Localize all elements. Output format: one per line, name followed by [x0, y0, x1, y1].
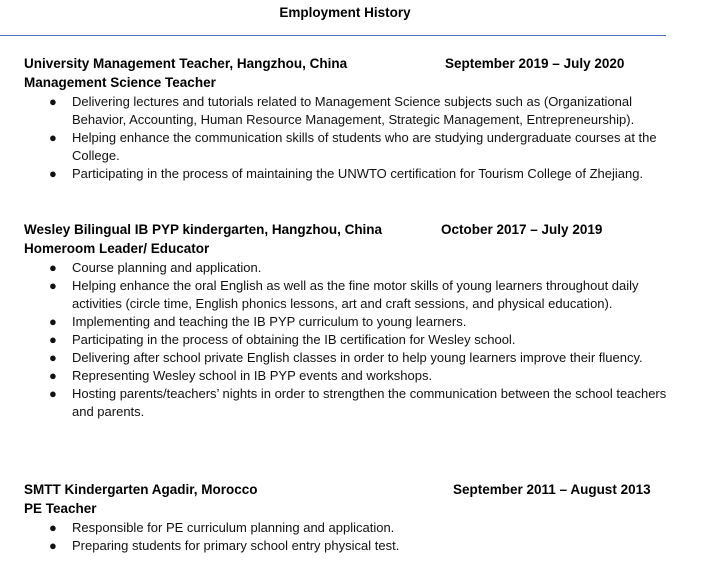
bullet-icon: ● — [49, 278, 57, 293]
duty-item: ● Helping enhance the oral English as well as the fine motor skills of young learners throughout daily activities (circle time, English phonics lessons, art and craft sessions, and physical education). — [49, 278, 639, 311]
duty-item: ● Course planning and application. — [49, 260, 262, 275]
job-employer: Wesley Bilingual IB PYP kindergarten, Hangzhou, China — [24, 222, 383, 237]
job-employer: SMTT Kindergarten Agadir, Morocco — [24, 482, 258, 497]
duty-item: ● Implementing and teaching the IB PYP curriculum to young learners. — [49, 314, 467, 329]
duty-item: ● Hosting parents/teachers’ nights in order to strengthen the communication between the school teachers and parents. — [49, 386, 667, 419]
bullet-icon: ● — [49, 130, 57, 145]
job-position: PE Teacher — [24, 501, 97, 516]
job-entry — [24, 54, 684, 183]
bullet-icon: ● — [49, 314, 57, 329]
job-employer: University Management Teacher, Hangzhou, China — [24, 56, 348, 71]
duty-item: ● Delivering lectures and tutorials related to Management Science subjects such as (Organizational Behavior, Accounting, Human Resource Management, Strategic Management, Entrepreneurship). — [49, 94, 635, 127]
job-entry — [24, 220, 684, 421]
job-dates: September 2019 – July 2020 — [445, 56, 625, 71]
duty-item: ● Representing Wesley school in IB PYP events and workshops. — [49, 368, 433, 383]
bullet-icon: ● — [49, 332, 57, 347]
bullet-icon: ● — [49, 520, 57, 535]
job-entry — [24, 480, 684, 555]
bullet-icon: ● — [49, 386, 57, 401]
job-position: Homeroom Leader/ Educator — [24, 241, 210, 256]
duty-item: ● Preparing students for primary school entry physical test. — [49, 538, 400, 553]
job-duties — [24, 259, 684, 421]
section-title: Employment History — [279, 5, 411, 20]
duty-item: ● Helping enhance the communication skills of students who are studying undergraduate courses at the College. — [49, 130, 657, 163]
duty-item: ● Delivering after school private English classes in order to help young learners improve their fluency. — [49, 350, 643, 365]
bullet-icon: ● — [49, 538, 57, 553]
job-dates: September 2011 – August 2013 — [453, 482, 651, 497]
job-position: Management Science Teacher — [24, 75, 216, 90]
job-dates: October 2017 – July 2019 — [441, 222, 603, 237]
job-duties — [24, 93, 684, 183]
duty-item: ● Participating in the process of obtaining the IB certification for Wesley school. — [49, 332, 516, 347]
job-duties — [24, 519, 684, 555]
duty-item: ● Participating in the process of maintaining the UNWTO certification for Tourism College of Zhejiang. — [49, 166, 644, 181]
bullet-icon: ● — [49, 94, 57, 109]
bullet-icon: ● — [49, 260, 57, 275]
section-divider — [0, 35, 666, 36]
duty-item: ● Responsible for PE curriculum planning and application. — [49, 520, 395, 535]
bullet-icon: ● — [49, 368, 57, 383]
bullet-icon: ● — [49, 166, 57, 181]
bullet-icon: ● — [49, 350, 57, 365]
